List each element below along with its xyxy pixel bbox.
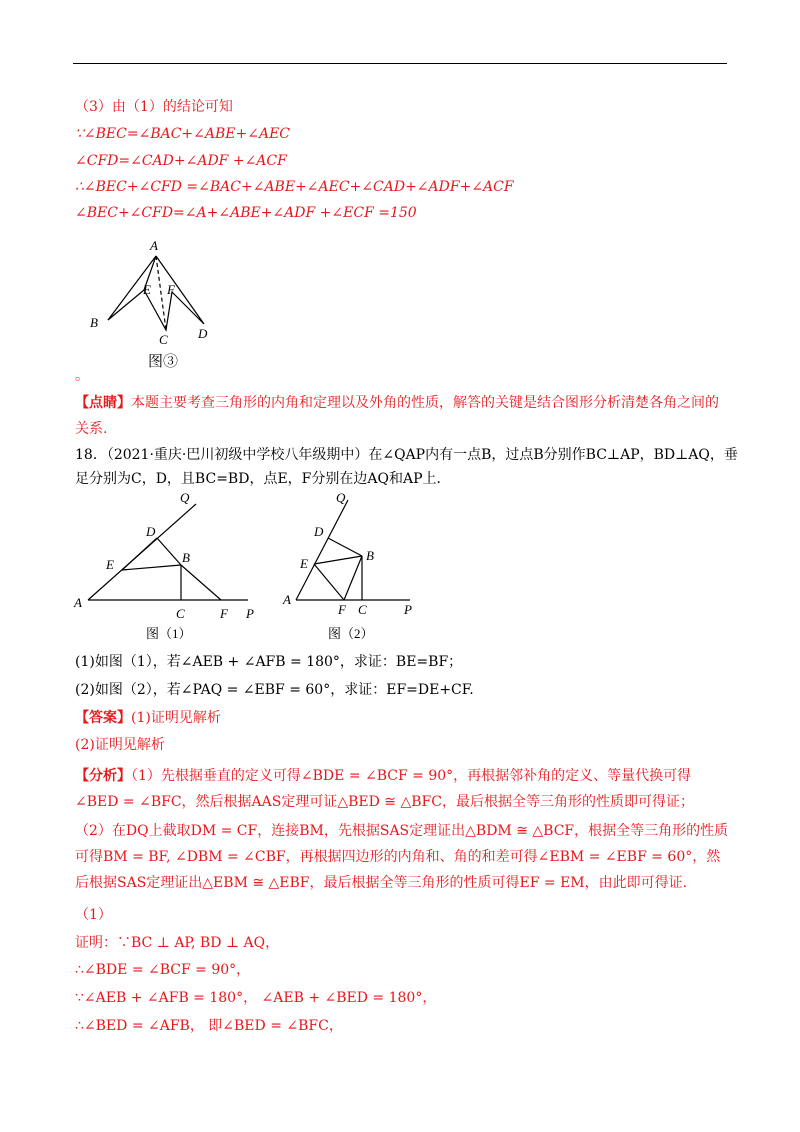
header-rule [73,63,727,64]
figure-3 [80,232,230,372]
fig2-label-c: C [358,602,367,617]
fig3-label-f: F [167,282,175,297]
fig1-seg-bf [181,565,221,600]
fig2-label-a: A [283,592,291,607]
fig3-label-b: B [90,315,98,330]
fig2-seg-db [328,538,362,556]
fig3-label-e: E [143,282,151,297]
answer-tag: 【答案】 [75,710,131,726]
fig2-seg-ef [314,564,344,600]
fig1-label-b: B [182,550,190,565]
proof-line-2: 证明：∵BC ⊥ AP, BD ⊥ AQ， [75,935,280,951]
period-mark: 。 [75,368,89,384]
proof-line-3: ∴∠BDE = ∠BCF = 90°， [75,962,251,978]
figure-2 [280,490,430,650]
fig2-ray-aq [296,500,348,600]
proof-line-5: ∴∠BED = ∠AFB， 即∠BED = ∠BFC， [75,1018,343,1034]
fig1-caption: 图（1） [146,626,192,641]
fig3-outline [108,256,204,330]
sub-question-2: (2)如图（2），若∠PAQ = ∠EBF = 60°，求证：EF=DE+CF. [75,682,474,698]
q18-line-1: 18．（2021·重庆·巴川初级中学校八年级期中）在∠QAP内有一点B，过点B分别作BC⊥AP，BD⊥AQ，垂 [75,447,738,463]
fig2-label-q: Q [336,490,346,505]
analysis-text-1: （1）先根据垂直的定义可得∠BDE = ∠BCF = 90°，再根据邻补角的定义、等量代换可得∠BED = ∠BFC，然后根据AAS定理可证△BED ≅ △BFC，最后根据全等三角形的性质即可得证； [75,768,694,810]
fig3-label-c: C [159,332,168,347]
fig2-label-f: F [338,602,346,617]
q18-line-2: 足分别为C，D，且BC=BD，点E，F分别在边AQ和AP上． [75,471,451,487]
fig2-seg-bf [344,556,362,600]
part3-line-5: ∠BEC+∠CFD=∠A+∠ABE+∠ADF +∠ECF =150 [75,205,417,221]
fig2-label-p: P [404,602,412,617]
fig1-label-e: E [106,557,114,572]
part3-line-3: ∠CFD=∠CAD+∠ADF +∠ACF [75,153,287,169]
answer-2: (2)证明见解析 [75,737,165,753]
fig2-label-d: D [314,524,324,539]
answer-line-1 [75,708,221,728]
comment-text: 本题主要考查三角形的内角和定理以及外角的性质，解答的关键是结合图形分析清楚各角之间的关系. [75,395,719,437]
fig1-label-a: A [74,595,82,610]
sub-question-1: (1)如图（1），若∠AEB + ∠AFB = 180°，求证：BE=BF； [75,654,463,670]
fig3-left-arm [108,290,144,320]
fig3-label-a: A [150,238,158,253]
fig2-seg-eb [314,556,362,564]
figure-1 [70,490,270,650]
fig3-caption: 图③ [148,354,179,370]
fig2-label-e: E [300,556,308,571]
comment-tag: 【点睛】 [75,395,131,411]
analysis-p1 [75,763,730,815]
part3-line-4: ∴∠BEC+∠CFD =∠BAC+∠ABE+∠AEC+∠CAD+∠ADF+∠ACF [75,179,514,195]
proof-line-1: （1） [75,907,112,923]
fig1-seg-eb [122,565,181,570]
fig1-seg-db [157,538,181,565]
proof-line-4: ∵∠AEB + ∠AFB = 180°， ∠AEB + ∠BED = 180°， [75,990,437,1006]
comment-block [75,390,730,442]
fig3-label-d: D [198,326,208,341]
fig1-label-q: Q [180,490,190,505]
fig1-label-d: D [146,524,156,539]
fig1-label-p: P [246,606,254,621]
fig1-label-c: C [176,606,185,621]
part3-line-2: ∵∠BEC=∠BAC+∠ABE+∠AEC [75,126,291,142]
fig1-seg-ed [122,538,157,570]
part3-line-1: （3）由（1）的结论可知 [75,99,233,115]
fig1-label-f: F [220,606,228,621]
analysis-tag: 【分析】 [75,768,131,784]
analysis-p2: （2）在DQ上截取DM = CF，连接BM，先根据SAS定理证出△BDM ≅ △BCF，根据全等三角形的性质可得BM = BF, ∠DBM = ∠CBF，再根据四边形的内角和、角的和差可得∠EBM = ∠EBF = 60°，然后根据SAS定理证出△EBM ≅ △EBF，最后根据全等三角形的性质可得EF = EM，由此即可得证. [75,823,729,891]
answer-1: (1)证明见解析 [131,710,221,726]
fig2-caption: 图（2） [328,626,374,641]
fig2-label-b: B [366,548,374,563]
